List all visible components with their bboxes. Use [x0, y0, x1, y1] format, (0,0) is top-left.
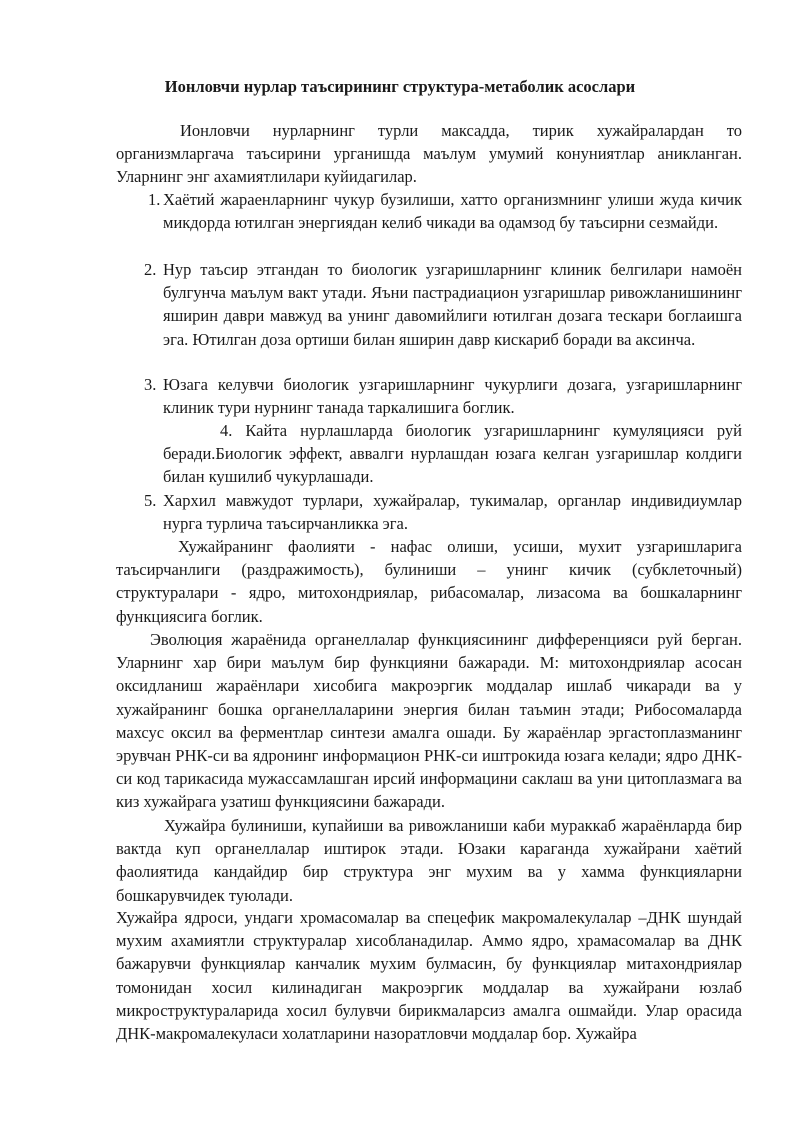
list-number: 2.	[144, 260, 157, 279]
intro-text: Ионловчи нурларнинг турли максадда, тирик хужайралардан то организмларгача таъсирини урганишда маълум умумий конуниятлар аникланган. Уларнинг энг ахамиятлилари куйидагилар.	[116, 121, 742, 187]
paragraph-3	[116, 814, 742, 907]
list-item-4	[163, 419, 742, 489]
list-item-2	[144, 258, 742, 351]
paragraph-4-text: Хужайра ядроси, ундаги хромасомалар ва спецефик макромалекулалар –ДНК шундай мухим ахамиятли структуралар хисобланадилар. Аммо ядро, храмасомалар ва ДНК бажарувчи функциялар канчалик мухим булмасин, бу функциялар митахондриялар томонидан хосил килинадиган макроэргик моддалар ва хужайрани юзлаб микроструктураларида хосил булувчи бирикмаларсиз амалга ошмайди. Улар орасида ДНК-макромалекуласи холатларини назоратловчи моддалар бор. Хужайра	[116, 908, 742, 1044]
paragraph-2	[116, 628, 742, 814]
list-text: Кайта нурлашларда биологик узгаришларнинг кумуляцияси руй беради.Биологик эффект, аввалги нурлашдан юзага келган узгаришлар колдиги билан кушилиб чукурлашади.	[163, 421, 743, 487]
intro-paragraph	[116, 119, 742, 189]
paragraph-2-text: Эволюция жараёнида органеллалар функциясининг дифференцияси руй берган. Уларнинг хар бири маълум бир функцияни бажаради. М: митохондриялар асосан оксидланиш жараёнлари хисобига макроэргик моддалар ишлаб чикаради ва у хужайранинг бошка органеллаларини энергия билан таъмин этади; Рибосомаларда махсус оксил ва ферментлар синтези амалга ошади. Бу жараёнлар эргастоплазманинг эрувчан РНК-си ва ядронинг информацион РНК-си иштрокида юзага келади; ядро ДНК-си код тарикасида мужассамлашган ирсий информацини саклаш ва уни цитоплазмага ва киз хужайрага узатиш функциясини бажаради.	[116, 630, 742, 812]
list-number: 3.	[144, 375, 157, 394]
list-number: 4.	[220, 421, 233, 440]
list-number: 1.	[148, 190, 161, 209]
list-number: 5.	[144, 491, 157, 510]
paragraph-1-text: Хужайранинг фаолияти - нафас олиши, усиши, мухит узгаришларига таъсирчанлиги (раздражимость), булиниши – унинг кичик (субклеточный) структуралари - ядро, митохондриялар, рибасомалар, лизасома ва бошкаларнинг функциясига боглик.	[116, 537, 742, 626]
list-text: Юзага келувчи биологик узгаришларнинг чукурлиги дозага, узгаришларнинг клиник тури нурнинг танада таркалишига боглик.	[163, 375, 742, 418]
paragraph-4	[116, 906, 742, 1045]
list-text: Нур таъсир этгандан то биологик узгаришларнинг клиник белгилари намоён булгунча маълум вакт утади. Яъни пастрадиацион узгаришлар ривожланишининг яширин даври мавжуд ва унинг давомийлиги ютилган дозага тескари боглаишга эга. Ютилган доза ортиши билан яширин давр кискариб боради ва аксинча.	[163, 260, 742, 349]
paragraph-1	[116, 535, 742, 628]
list-text: Хаётий жараенларнинг чукур бузилиши, хатто организмнинг улиши жуда кичик микдорда ютилган энергиядан келиб чикади ва одамзод бу таъсирни сезмайди.	[163, 190, 742, 233]
paragraph-3-text: Хужайра булиниши, купайиши ва ривожланиши каби мураккаб жараёнларда бир вактда куп органеллалар иштирок этади. Юзаки караганда хужайрани хаётий фаолиятида кандайдир бир структура энг мухим ва у хамма функцияларни бошкарувчидек туюлади.	[116, 816, 742, 905]
list-item-5	[144, 489, 742, 535]
list-item-3	[144, 373, 742, 419]
list-text: Хархил мавжудот турлари, хужайралар, тукималар, органлар индивидиумлар нурга турлича таъсирчанликка эга.	[163, 491, 742, 534]
document-title: Ионловчи нурлар таъсирининг структура-метаболик асослари	[164, 77, 636, 96]
list-item-1	[148, 188, 742, 234]
